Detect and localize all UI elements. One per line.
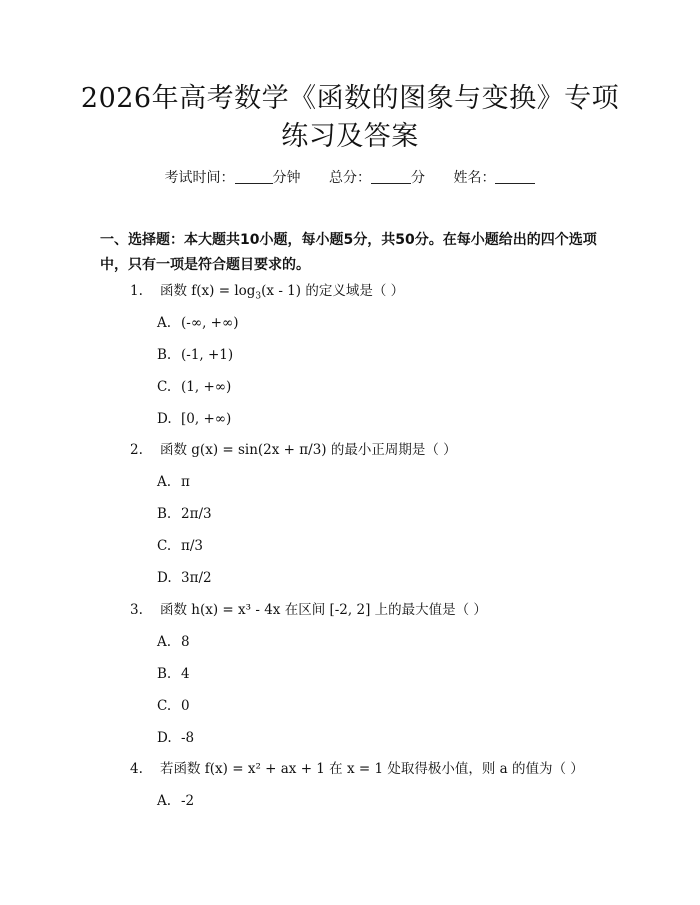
time-label: 考试时间：: [164, 170, 235, 186]
option-3a[interactable]: [157, 632, 190, 652]
option-text: 2π/3: [181, 506, 212, 522]
option-letter: D.: [157, 730, 172, 746]
option-text: 3π/2: [181, 570, 212, 586]
option-3b[interactable]: [157, 664, 190, 684]
question-text: [160, 283, 405, 302]
question-text: 函数 g(x) = sin(2x + π/3) 的最小正周期是（ ）: [160, 442, 457, 458]
question-text-part: 函数 f(x) = log: [160, 283, 256, 299]
option-text: 8: [181, 634, 190, 650]
option-letter: A.: [157, 634, 172, 650]
option-text: (-1, +1): [181, 347, 234, 363]
option-1d[interactable]: [157, 409, 231, 429]
question-text: 若函数 f(x) = x² + ax + 1 在 x = 1 处取得极小值，则 a 的值为（ ）: [160, 761, 584, 777]
option-letter: B.: [157, 666, 172, 682]
option-3c[interactable]: [157, 696, 190, 716]
question-2: [130, 440, 457, 460]
option-1c[interactable]: [157, 377, 231, 397]
question-text-part: (x - 1) 的定义域是（ ）: [261, 283, 405, 299]
page-title: [60, 80, 640, 156]
option-text: [0, +∞): [181, 411, 232, 427]
question-number: 2.: [130, 442, 143, 458]
question-number: 1.: [130, 283, 143, 299]
option-2c[interactable]: [157, 536, 203, 556]
option-text: π/3: [181, 538, 204, 554]
option-letter: D.: [157, 411, 172, 427]
option-text: 4: [181, 666, 190, 682]
option-text: π: [181, 474, 190, 490]
log-base: 3: [255, 291, 262, 302]
option-letter: A.: [157, 315, 172, 331]
time-blank[interactable]: [235, 169, 273, 184]
question-number: 4.: [130, 761, 143, 777]
option-text: -8: [181, 730, 195, 746]
option-text: (1, +∞): [181, 379, 232, 395]
name-label: 姓名：: [453, 170, 496, 186]
option-letter: B.: [157, 347, 172, 363]
option-4a[interactable]: [157, 791, 194, 811]
option-text: -2: [181, 793, 195, 809]
option-text: 0: [181, 698, 190, 714]
time-field: [165, 168, 301, 188]
option-text: (-∞, +∞): [181, 315, 239, 331]
option-3d[interactable]: [157, 728, 194, 748]
score-blank[interactable]: [371, 169, 411, 184]
option-letter: C.: [157, 379, 172, 395]
question-number: 3.: [130, 602, 143, 618]
title-line-1: 2026年高考数学《函数的图象与变换》专项: [80, 83, 620, 114]
title-line-2: 练习及答案: [281, 121, 419, 152]
option-2a[interactable]: [157, 472, 190, 492]
score-label: 总分：: [329, 170, 371, 186]
option-letter: A.: [157, 474, 172, 490]
name-blank[interactable]: [495, 169, 535, 184]
option-letter: D.: [157, 570, 172, 586]
option-2b[interactable]: [157, 504, 212, 524]
question-4: [130, 759, 584, 779]
score-field: [329, 168, 425, 188]
name-field: [453, 168, 535, 188]
score-unit: 分: [411, 170, 425, 186]
question-1: [130, 281, 404, 307]
option-1b[interactable]: [157, 345, 233, 365]
section-heading: 一、选择题：本大题共10小题，每小题5分，共50分。在每小题给出的四个选项中，只有一项是符合题目要求的。: [100, 232, 597, 273]
question-text: 函数 h(x) = x³ - 4x 在区间 [-2, 2] 上的最大值是（ ）: [160, 602, 487, 618]
option-1a[interactable]: [157, 313, 238, 333]
question-3: [130, 600, 487, 620]
option-2d[interactable]: [157, 568, 212, 588]
option-letter: A.: [157, 793, 172, 809]
option-letter: B.: [157, 506, 172, 522]
option-letter: C.: [157, 538, 172, 554]
time-unit: 分钟: [272, 170, 301, 186]
exam-meta: [0, 168, 700, 188]
option-letter: C.: [157, 698, 172, 714]
